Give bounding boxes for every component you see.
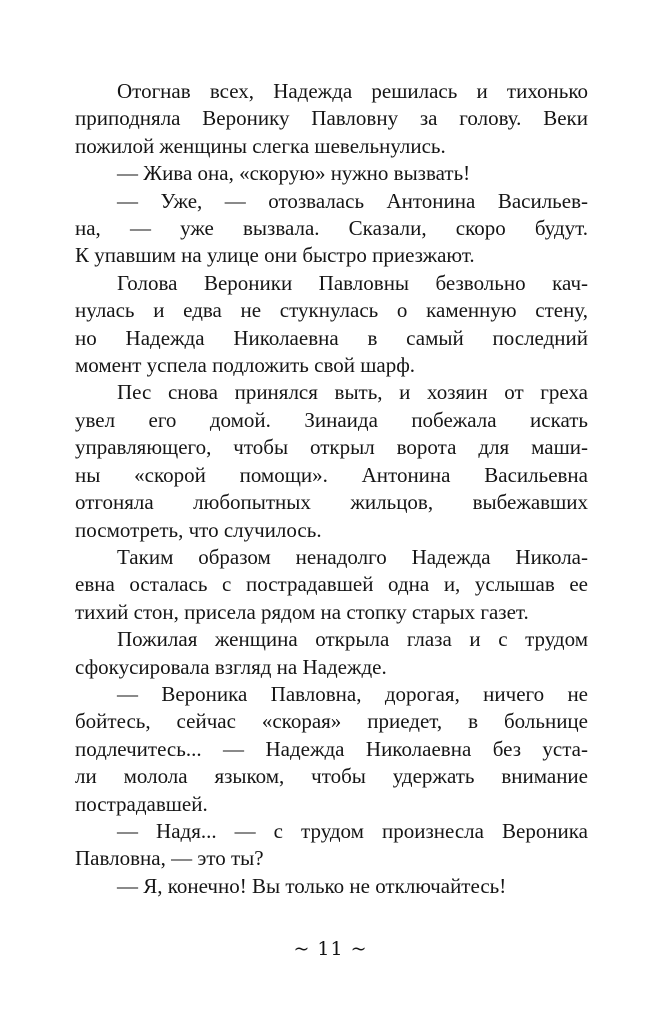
text-line: тихий стон, присела рядом на стопку старых газет. [75,599,529,624]
text-line: — Вероника Павловна, дорогая, ничего не [117,681,588,706]
text-line: Павловна, — это ты? [75,846,264,871]
text-line: евна осталась с пострадавшей одна и, услышав ее [75,572,588,597]
text-line: К упавшим на улице они быстро приезжают. [75,243,475,268]
paragraph [75,188,588,270]
text-line: — Надя... — с трудом произнесла Вероника [117,818,588,843]
text-line: Голова Вероники Павловны безвольно кач- [117,270,588,295]
text-line: отгоняла любопытных жильцов, выбежавших [75,490,588,515]
text-line: ны «скорой помощи». Антонина Васильевна [75,462,588,487]
paragraph [75,379,588,543]
text-line: но Надежда Николаевна в самый последний [75,325,588,350]
text-line: подлечитесь... — Надежда Николаевна без уста- [75,736,588,761]
text-line: ли молола языком, чтобы удержать внимание [75,764,588,789]
text-line: нулась и едва не стукнулась о каменную стену, [75,298,588,323]
paragraph [75,626,588,681]
paragraph [75,78,588,160]
text-line: Пес снова принялся выть, и хозяин от греха [117,380,588,405]
text-line: — Жива она, «скорую» нужно вызвать! [117,161,471,186]
text-line: пострадавшей. [75,791,208,816]
page-number: ~ 11 ~ [293,938,368,960]
text-line: — Уже, — отозвалась Антонина Васильев- [117,188,588,213]
text-line: на, — уже вызвала. Сказали, скоро будут. [75,216,588,241]
paragraph [75,818,588,873]
paragraph [75,270,588,380]
text-line: Пожилая женщина открыла глаза и с трудом [117,627,588,652]
text-line: сфокусировала взгляд на Надежде. [75,654,387,679]
paragraph [75,681,588,818]
text-line: Таким образом ненадолго Надежда Никола- [117,544,588,569]
text-line: посмотреть, что случилось. [75,517,322,542]
text-line: Отогнав всех, Надежда решилась и тихонько [117,79,588,103]
text-line: управляющего, чтобы открыл ворота для маши- [75,435,588,460]
page-text [75,78,588,900]
paragraph [75,544,588,626]
text-line: момент успела подложить свой шарф. [75,353,416,378]
paragraph [75,160,588,187]
text-line: бойтесь, сейчас «скорая» приедет, в больнице [75,709,588,734]
paragraph [75,873,588,900]
text-line: увел его домой. Зинаида побежала искать [75,407,588,432]
text-line: пожилой женщины слегка шевельнулись. [75,133,446,158]
text-line: приподняла Веронику Павловну за голову. Веки [75,106,588,131]
text-line: — Я, конечно! Вы только не отключайтесь! [117,873,507,898]
